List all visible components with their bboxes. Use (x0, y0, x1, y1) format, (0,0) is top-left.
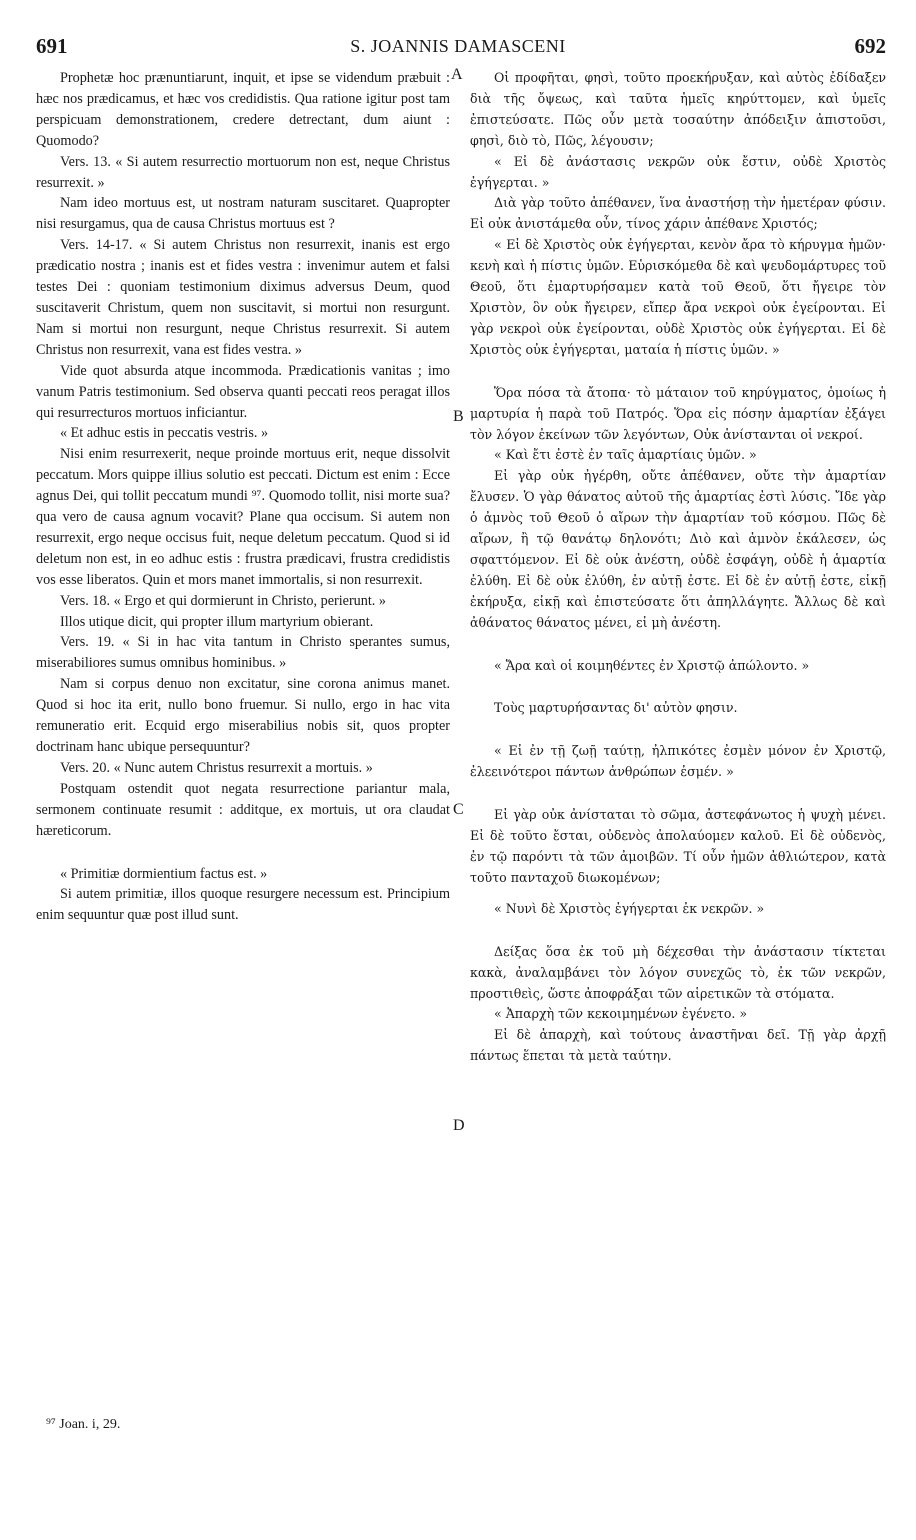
latin-verse: Vers. 18. « Ergo et qui dormierunt in Christo, perierunt. » (60, 592, 386, 609)
latin-paragraph: Si autem primitiæ, illos quoque resurgere necessum est. Principium enim sequuntur quæ post illud sunt. (36, 886, 450, 924)
latin-paragraph: Illos utique dicit, qui propter illum martyrium obierant. (60, 613, 374, 630)
greek-verse: « Εἰ ἐν τῇ ζωῇ ταύτῃ, ἠλπικότες ἐσμὲν μόνον ἐν Χριστῷ, ἐλεεινότεροι πάντων ἀνθρώπων ἐσμέν. » (470, 743, 886, 780)
greek-verse: « Καὶ ἔτι ἐστὲ ἐν ταῖς ἁμαρτίαις ὑμῶν. » (494, 447, 757, 463)
greek-paragraph: Τοὺς μαρτυρήσαντας δι' αὐτὸν φησιν. (494, 700, 738, 716)
greek-verse: « Ἄρα καὶ οἱ κοιμηθέντες ἐν Χριστῷ ἀπώλοντο. » (494, 657, 810, 673)
greek-paragraph: Ὅρα πόσα τὰ ἄτοπα· τὸ μάταιον τοῦ κηρύγματος, ὁμοίως ἡ μαρτυρία ἡ παρὰ τοῦ Πατρός. Ὅρα εἰς πόσην ἁμαρτίαν ἐξάγει τὸν λόγον ἐκείνων τῶν λεγόντων, Οὐκ ἀνίστανται οἱ νεκροί. (470, 384, 886, 442)
latin-paragraph: Prophetæ hoc prænuntiarunt, inquit, et ipse se videndum præbuit : hæc nos prædicamus, et hæc vos credidistis. Qua ratione igitur post tam perspicuam demonstrationem, credere detrectant, dum aiunt : Quomodo? (36, 70, 450, 149)
greek-paragraph: Δείξας ὅσα ἐκ τοῦ μὴ δέχεσθαι τὴν ἀνάστασιν τίκτεται κακὰ, ἀναλαμβάνει τὸν λόγον συνεχῶς τὸ, ἐκ τῶν νεκρῶν, προστιθεὶς, ὥστε ἀποφράξαι τῶν αἱρετικῶν τὰ στόματα. (470, 943, 886, 1001)
running-title: S. JOANNIS DAMASCENI (350, 36, 566, 56)
latin-verse: Vers. 14-17. « Si autem Christus non resurrexit, inanis est ergo prædicatio nostra ; inanis est et fides vestra : invenimur autem et falsi testes Dei : quoniam testimonium diximus adversus Deum, quod suscitaverit Christum, quem non suscitavit, si mortui non resurgunt. Nam si mortui non resurgunt, neque Christus resurrexit. Si autem Christus non resurrexit, vana est fides vestra. » (36, 237, 450, 358)
page-number-right: 692 (854, 34, 886, 58)
margin-letter-d: D (453, 1117, 465, 1134)
page-number-left: 691 (36, 34, 68, 58)
greek-paragraph: Εἰ γὰρ οὐκ ἠγέρθη, οὔτε ἀπέθανεν, οὔτε τὴν ἁμαρτίαν ἔλυσεν. Ὁ γὰρ θάνατος αὐτοῦ τῆς ἁμαρτίας ἐστὶ λύσις. Ἴδε γὰρ ὁ ἀμνὸς τοῦ Θεοῦ ὁ αἴρων τὴν ἁμαρτίαν τοῦ κόσμου. Πῶς δὲ αἴρων, ἢ τῷ θανάτῳ δηλονότι; Διὸ καὶ ἀμνὸν ἐκάλεσεν, ὡς σφαττόμενον. Εἰ δὲ οὐκ ἀνέστη, οὐδὲ ἐσφάγη, οὐδὲ ἡ ἁμαρτία ἐλύθη. Εἰ δὲ οὐκ ἐλύθη, ἐν αὐτῇ ἐστε. Εἰ δὲ ἐν αὐτῇ ἐστε, εἰκῇ ἐκήρυξα, εἰκῇ καὶ ἐπιστεύσατε ὅτι ἀπηλλάγητε. Ἄλλως δὲ καὶ ἀθάνατος θάνατος μένει, εἰ μὴ ἀνέστη. (470, 468, 886, 630)
latin-verse: Vers. 19. « Si in hac vita tantum in Christo sperantes sumus, miserabiliores sumus omnibus hominibus. » (36, 634, 450, 672)
margin-letter-b: B (453, 408, 464, 425)
greek-verse: « Νυνὶ δὲ Χριστὸς ἐγήγερται ἐκ νεκρῶν. » (494, 900, 765, 916)
latin-paragraph: Nam ideo mortuus est, ut nostram naturam suscitaret. Quapropter nisi resurgamus, qua de causa Christus mortuus est ? (36, 195, 450, 233)
greek-verse: « Εἰ δὲ Χριστὸς οὐκ ἐγήγερται, κενὸν ἄρα τὸ κήρυγμα ἡμῶν· κενὴ καὶ ἡ πίστις ὑμῶν. Εὑρισκόμεθα δὲ καὶ ψευδομάρτυρες τοῦ Θεοῦ, ὅτι ἐμαρτυρήσαμεν κατὰ τοῦ Θεοῦ, ὅτι ἤγειρε τὸν Χριστὸν, ὃν οὐκ ἤγειρεν, εἴπερ ἄρα νεκροὶ οὐκ ἐγείρονται. Εἰ γὰρ νεκροὶ οὐκ ἐγείρονται, οὐδὲ Χριστὸς οὐκ ἐγήγερται. Εἰ δὲ Χριστὸς οὐκ ἐγήγερται, ματαία ἡ πίστις ὑμῶν. » (470, 237, 886, 357)
margin-letter-c: C (453, 801, 464, 818)
greek-column (470, 68, 886, 1067)
greek-paragraph: Οἱ προφῆται, φησὶ, τοῦτο προεκήρυξαν, καὶ αὐτὸς ἐδίδαξεν διὰ τῆς ὄψεως, καὶ ταῦτα ἡμεῖς κηρύττομεν, καὶ ὑμεῖς ἐπιστεύσατε. Πῶς οὖν μετὰ τοσαύτην ἀπόδειξιν ἀπιστοῦσι, φησὶ, διὸ τὸ, Πῶς, λέγουσιν; (470, 70, 886, 148)
latin-verse: Vers. 20. « Nunc autem Christus resurrexit a mortuis. » (60, 759, 373, 776)
latin-paragraph: Postquam ostendit quot negata resurrectione pariantur mala, sermonem continuate resumit : additque, ex mortuis, ut ora claudat hæreticorum. (36, 780, 450, 839)
page-header (30, 34, 886, 60)
latin-paragraph: Nam si corpus denuo non excitatur, sine corona animus manet. Quod si hoc ita erit, nullo bono fruemur. Si nullo, ergo in hac vita remuneratio erit. Ecquid ergo miserabilius nobis sit, quos propter doctrinam hanc ubique persequuntur? (36, 676, 450, 755)
latin-paragraph: Nisi enim resurrexerit, neque proinde mortuus erit, neque dissolvit peccatum. Mors quippe illius solutio est peccati. Dictum est enim : Ecce agnus Dei, qui tollit peccatum mundi ⁹⁷. Quomodo tollit, nisi morte sua? qua vero de causa agnum vocavit? Plane qua occisum. Si autem non resurrexit, ergo neque occisus fuit, neque deletum peccatum. Quod si id deletum non est, in eo adhuc estis : frustra prædicavi, frustra credidistis vos esse liberatos. Quin et mors manet immortalis, si non resurrexit. (36, 446, 450, 588)
footnote: ⁹⁷ Joan. i, 29. (46, 1417, 121, 1432)
latin-verse: « Primitiæ dormientium factus est. » (60, 865, 268, 882)
latin-verse: « Et adhuc estis in peccatis vestris. » (60, 425, 269, 442)
latin-paragraph: Vide quot absurda atque incommoda. Prædicationis vanitas ; imo vanum Patris testimonium. Sed observa quanti peccati reos peragat illos qui resurrecturos mortuos inficiantur. (36, 362, 450, 421)
greek-verse: « Εἰ δὲ ἀνάστασις νεκρῶν οὐκ ἔστιν, οὐδὲ Χριστὸς ἐγήγερται. » (470, 153, 886, 190)
margin-letter-a: A (451, 66, 463, 83)
greek-verse: « Ἀπαρχὴ τῶν κεκοιμημένων ἐγένετο. » (494, 1006, 748, 1022)
latin-column (36, 68, 450, 926)
latin-verse: Vers. 13. « Si autem resurrectio mortuorum non est, neque Christus resurrexit. » (36, 153, 450, 191)
greek-paragraph: Εἰ γὰρ οὐκ ἀνίσταται τὸ σῶμα, ἀστεφάνωτος ἡ ψυχὴ μένει. Εἰ δὲ τοῦτο ἔσται, οὐδενὸς ἀπολαύομεν καλοῦ. Εἰ δὲ οὐδενὸς, ἐν τῷ παρόντι τὰ τῶν ἀμοιβῶν. Τί οὖν ἡμῶν ἀθλιώτερον, κατὰ τοῦτο πανταχοῦ διωκομένων; (470, 807, 886, 885)
greek-paragraph: Εἰ δὲ ἀπαρχὴ, καὶ τούτους ἀναστῆναι δεῖ. Τῇ γὰρ ἀρχῇ πάντως ἕπεται τὰ μετὰ ταύτην. (470, 1027, 886, 1064)
greek-paragraph: Διὰ γὰρ τοῦτο ἀπέθανεν, ἵνα ἀναστήσῃ τὴν ἡμετέραν φύσιν. Εἰ οὐκ ἀνιστάμεθα οὖν, τίνος χάριν ἀπέθανε Χριστός; (470, 195, 886, 232)
